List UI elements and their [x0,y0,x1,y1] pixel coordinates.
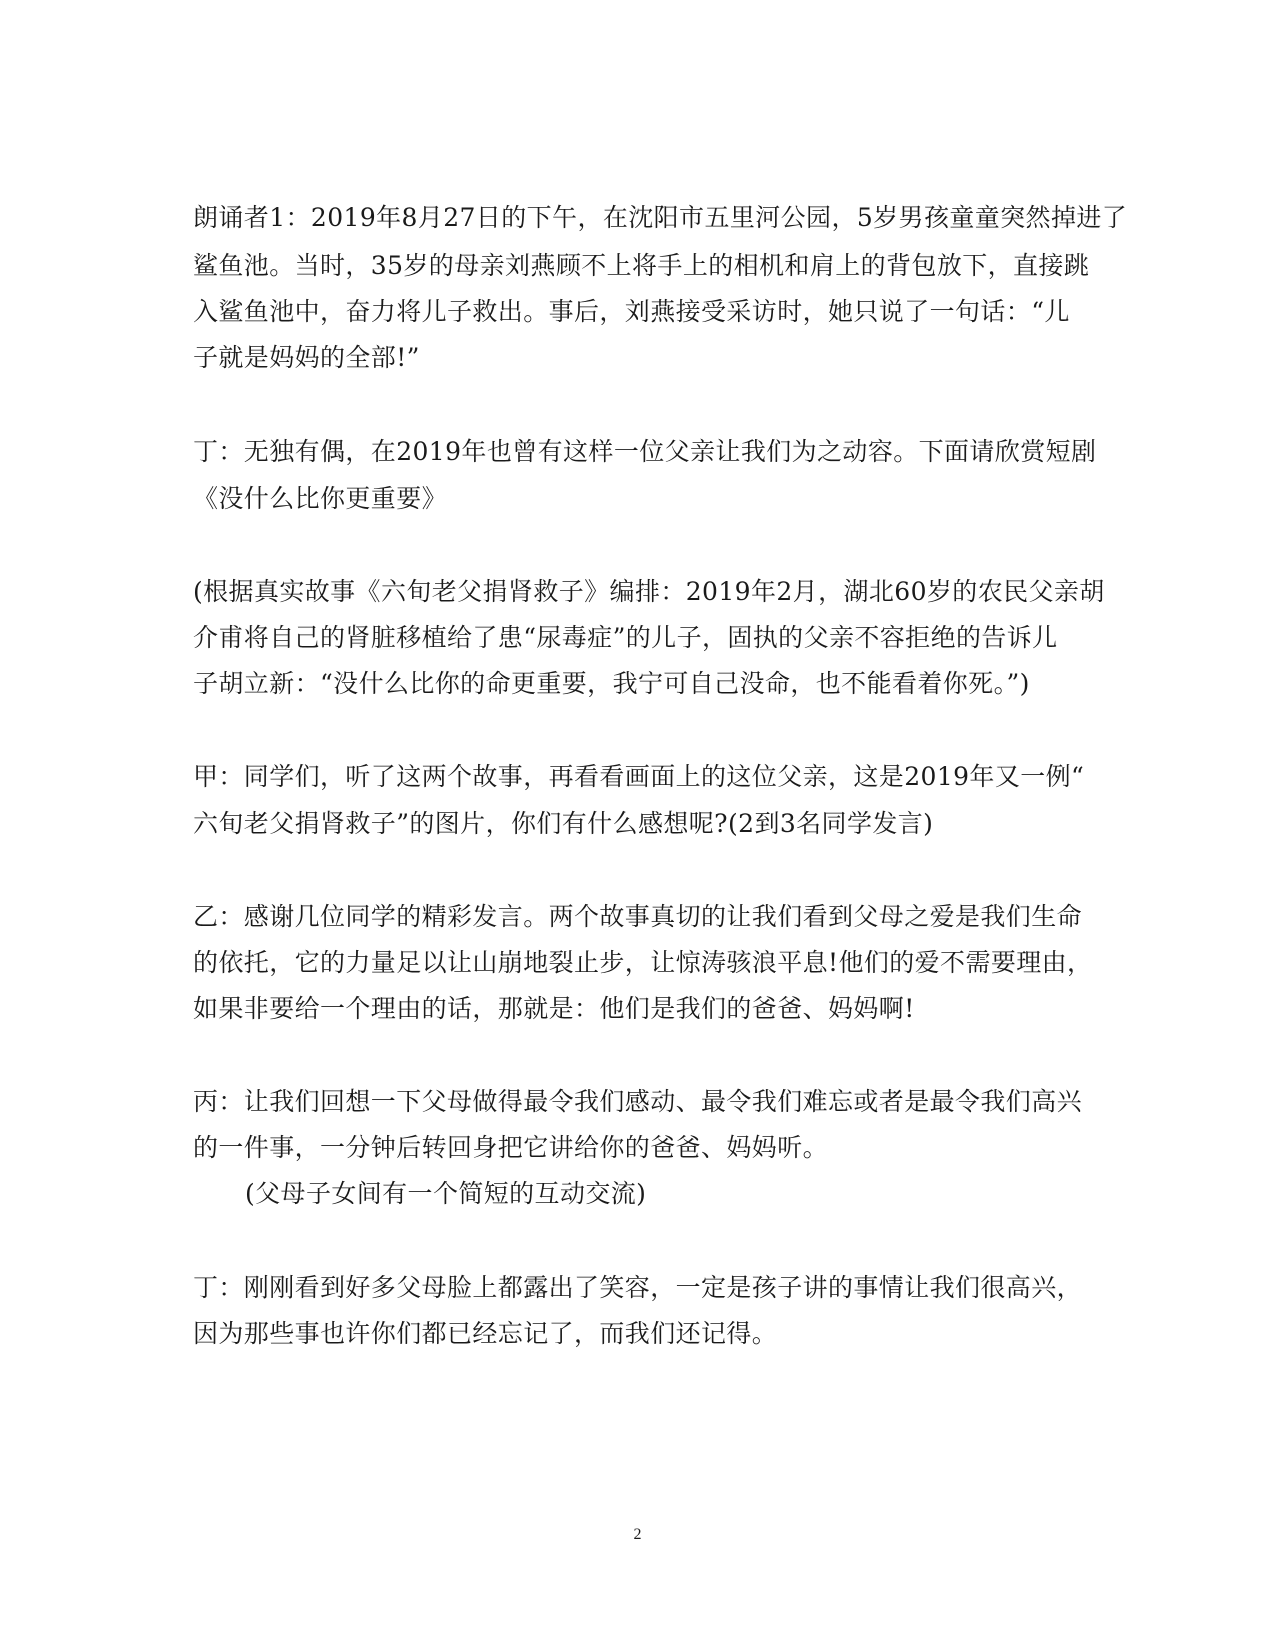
text-line: 鲨鱼池。当时，35岁的母亲刘燕顾不上将手上的相机和肩上的背包放下，直接跳 [193,251,1090,280]
text-line: 六旬老父捐肾救子”的图片，你们有什么感想呢?(2到3名同学发言) [193,809,934,838]
text-line: 子就是妈妈的全部!” [193,343,420,372]
text-line: 的一件事，一分钟后转回身把它讲给你的爸爸、妈妈听。 [193,1133,829,1162]
text-line: 子胡立新：“没什么比你的命更重要，我宁可自己没命，也不能看着你死。”) [193,669,1030,698]
text-line: 如果非要给一个理由的话，那就是：他们是我们的爸爸、妈妈啊! [193,994,915,1023]
text-line: 丁：无独有偶，在2019年也曾有这样一位父亲让我们为之动容。下面请欣赏短剧 [193,437,1097,466]
text-line: 乙：感谢几位同学的精彩发言。两个故事真切的让我们看到父母之爱是我们生命 [193,902,1083,931]
text-line: 介甫将自己的肾脏移植给了患“尿毒症”的儿子，固执的父亲不容拒绝的告诉儿 [193,623,1058,652]
text-line: 入鲨鱼池中，奋力将儿子救出。事后，刘燕接受采访时，她只说了一句话：“儿 [193,297,1070,326]
text-line: 丁：刚刚看到好多父母脸上都露出了笑容，一定是孩子讲的事情让我们很高兴， [193,1273,1083,1302]
text-line: 《没什么比你更重要》 [193,484,448,513]
text-line: 丙：让我们回想一下父母做得最令我们感动、最令我们难忘或者是最令我们高兴 [193,1087,1083,1116]
text-line: 因为那些事也许你们都已经忘记了，而我们还记得。 [193,1319,778,1348]
page-number: 2 [633,1526,642,1543]
stage-direction: (父母子女间有一个简短的互动交流) [245,1179,647,1208]
text-line: (根据真实故事《六旬老父捐肾救子》编排：2019年2月，湖北60岁的农民父亲胡 [193,577,1105,606]
text-line: 朗诵者1：2019年8月27日的下午，在沈阳市五里河公园，5岁男孩童童突然掉进了 [193,203,1128,232]
text-line: 甲：同学们，听了这两个故事，再看看画面上的这位父亲，这是2019年又一例“ [193,762,1085,791]
text-line: 的依托，它的力量足以让山崩地裂止步，让惊涛骇浪平息!他们的爱不需要理由， [193,948,1093,977]
